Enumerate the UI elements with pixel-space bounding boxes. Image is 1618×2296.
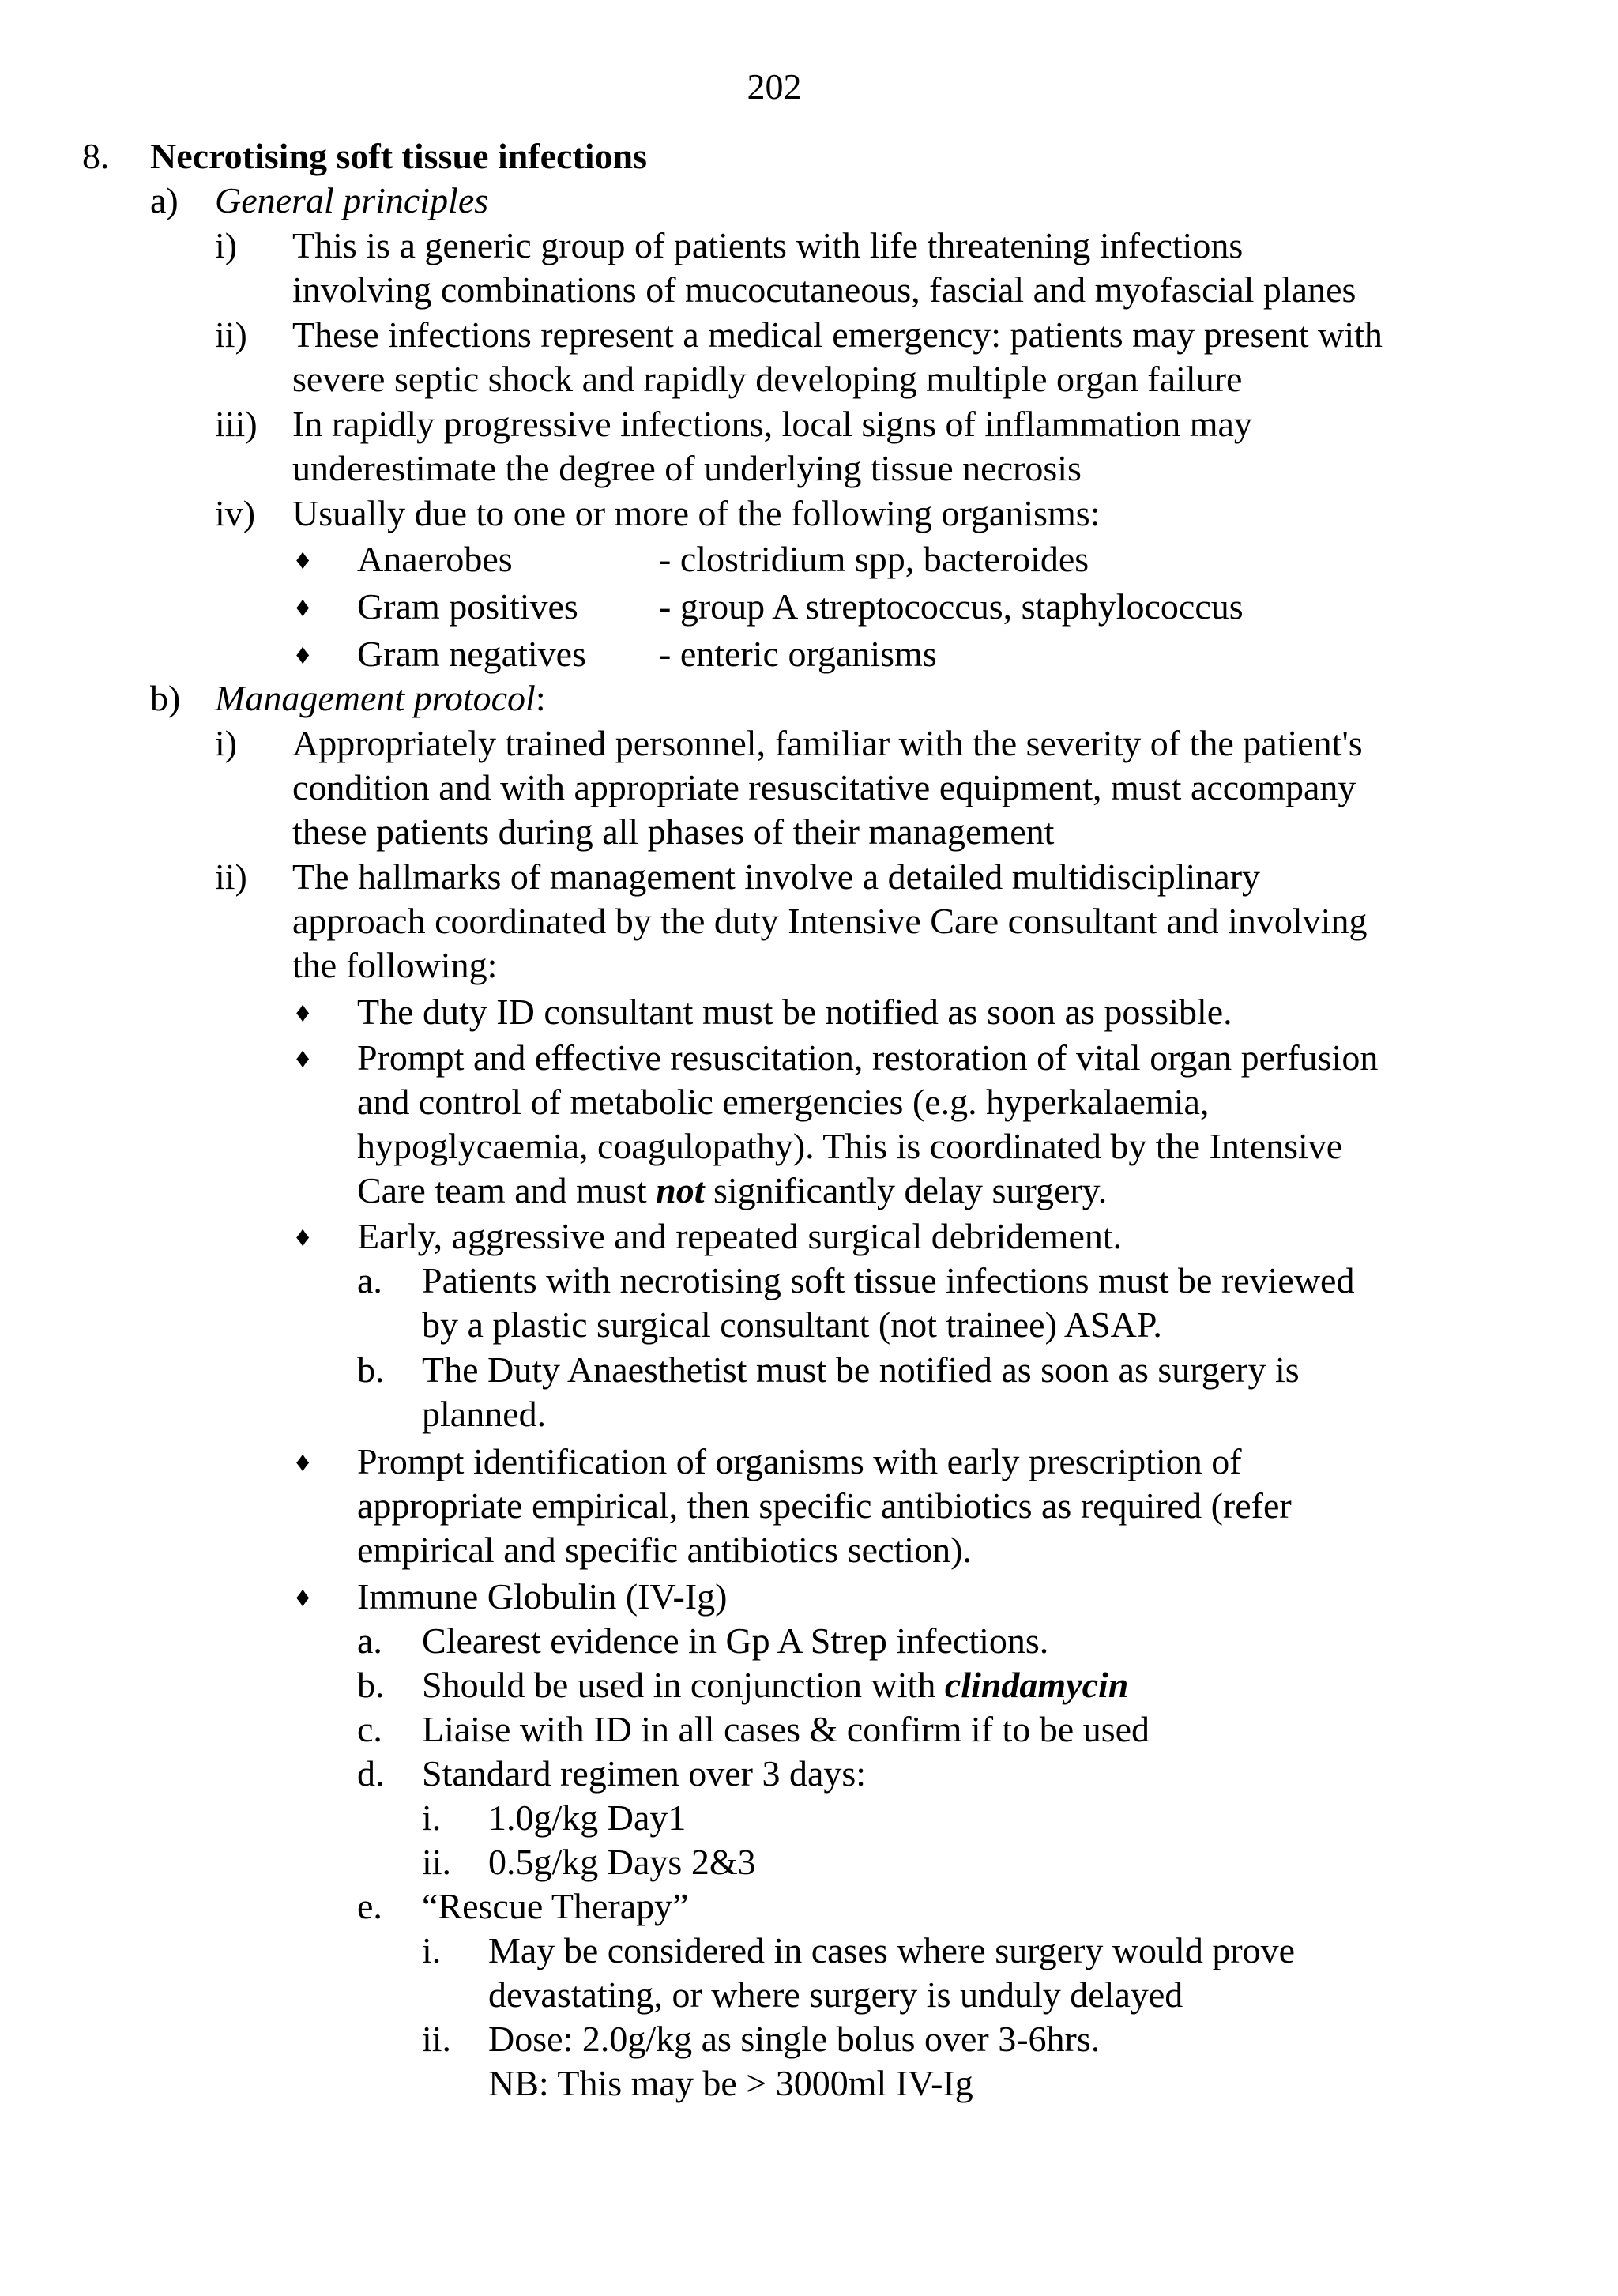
- organism-examples: - enteric organisms: [659, 634, 937, 674]
- sub-item-marker: d.: [357, 1753, 385, 1794]
- subsection-a-marker: a): [150, 180, 179, 220]
- roman-item-text: devastating, or where surgery is unduly delayed: [488, 1974, 1183, 2015]
- item-text-line: the following:: [292, 945, 498, 985]
- sub-item-marker: c.: [357, 1709, 382, 1749]
- roman-marker: ii.: [422, 1842, 452, 1882]
- bullet-text-line: The duty ID consultant must be notified as soon as possible.: [357, 992, 1232, 1032]
- roman-marker: i.: [422, 1797, 442, 1838]
- bullet-text-line: Prompt identification of organisms with early prescription of: [357, 1441, 1242, 1481]
- item-text-line: condition and with appropriate resuscitative equipment, must accompany: [292, 767, 1356, 807]
- sub-item-text-line: planned.: [422, 1394, 547, 1434]
- sub-item-marker: b.: [357, 1349, 385, 1390]
- sub-item-text-line: [422, 1663, 1128, 1707]
- text-run: Care team and must: [357, 1170, 657, 1210]
- roman-item-text: 0.5g/kg Days 2&3: [488, 1842, 756, 1882]
- roman-item-text: May be considered in cases where surgery would prove: [488, 1930, 1296, 1970]
- sub-item-text-line: “Rescue Therapy”: [422, 1886, 689, 1926]
- emphasis-clindamycin: clindamycin: [944, 1665, 1129, 1705]
- item-text-line: In rapidly progressive infections, local signs of inflammation may: [292, 404, 1252, 444]
- roman-item-text: NB: This may be > 3000ml IV-Ig: [488, 2063, 973, 2103]
- diamond-bullet-icon: ♦: [295, 1581, 310, 1613]
- organism-examples: - group A streptococcus, staphylococcus: [659, 586, 1244, 627]
- item-text-line: Usually due to one or more of the following organisms:: [292, 493, 1101, 533]
- sub-item-marker: a.: [357, 1620, 382, 1661]
- subsection-b-heading-text: Management protocol: [215, 678, 536, 718]
- sub-item-text-line: The Duty Anaesthetist must be notified as soon as surgery is: [422, 1349, 1300, 1390]
- diamond-bullet-icon: ♦: [295, 1042, 310, 1074]
- diamond-bullet-icon: ♦: [295, 544, 310, 575]
- sub-item-text-line: by a plastic surgical consultant (not trainee) ASAP.: [422, 1304, 1162, 1345]
- bullet-text-line: Immune Globulin (IV-Ig): [357, 1576, 728, 1617]
- item-text-line: severe septic shock and rapidly developing multiple organ failure: [292, 359, 1243, 399]
- item-text-line: approach coordinated by the duty Intensive Care consultant and involving: [292, 901, 1368, 941]
- diamond-bullet-icon: ♦: [295, 591, 310, 623]
- item-text-line: These infections represent a medical emergency: patients may present with: [292, 314, 1383, 355]
- roman-marker: i.: [422, 1930, 442, 1970]
- sub-item-marker: a.: [357, 1260, 382, 1300]
- text-run: Should be used in conjunction with: [422, 1665, 945, 1705]
- item-text-line: Appropriately trained personnel, familiar with the severity of the patient's: [292, 723, 1363, 763]
- section-title: Necrotising soft tissue infections: [150, 136, 648, 176]
- bullet-text-line: Prompt and effective resuscitation, restoration of vital organ perfusion: [357, 1037, 1379, 1078]
- diamond-bullet-icon: ♦: [295, 1446, 310, 1477]
- bullet-text-line: appropriate empirical, then specific antibiotics as required (refer: [357, 1485, 1292, 1526]
- item-marker: i): [215, 723, 238, 763]
- item-text-line: involving combinations of mucocutaneous, fascial and myofascial planes: [292, 269, 1356, 310]
- sub-item-marker: b.: [357, 1665, 385, 1705]
- bullet-text-line: and control of metabolic emergencies (e.g. hyperkalaemia,: [357, 1082, 1210, 1122]
- item-text-line: underestimate the degree of underlying tissue necrosis: [292, 448, 1082, 488]
- subsection-a-heading: General principles: [215, 180, 489, 220]
- diamond-bullet-icon: ♦: [295, 1221, 310, 1252]
- organism-group: Gram positives: [357, 586, 578, 627]
- item-text-line: these patients during all phases of their management: [292, 811, 1055, 852]
- sub-item-text-line: Standard regimen over 3 days:: [422, 1753, 867, 1794]
- diamond-bullet-icon: ♦: [295, 638, 310, 670]
- bullet-text-line: [357, 1169, 1107, 1213]
- page-number: 202: [747, 66, 802, 107]
- item-text-line: This is a generic group of patients with life threatening infections: [292, 225, 1244, 265]
- roman-item-text: Dose: 2.0g/kg as single bolus over 3-6hrs.: [488, 2019, 1101, 2059]
- sub-item-text-line: Liaise with ID in all cases & confirm if to be used: [422, 1709, 1150, 1749]
- item-marker: ii): [215, 314, 247, 355]
- item-marker: i): [215, 225, 238, 265]
- item-marker: iv): [215, 493, 256, 533]
- section-number: 8.: [82, 136, 110, 176]
- emphasis-not: not: [656, 1170, 705, 1210]
- diamond-bullet-icon: ♦: [295, 996, 310, 1028]
- organism-group: Gram negatives: [357, 634, 586, 674]
- bullet-text-line: hypoglycaemia, coagulopathy). This is coordinated by the Intensive: [357, 1126, 1343, 1166]
- sub-item-marker: e.: [357, 1886, 382, 1926]
- subsection-b-colon: :: [535, 678, 546, 718]
- subsection-b-heading: [215, 676, 546, 721]
- item-marker: iii): [215, 404, 258, 444]
- sub-item-text-line: Clearest evidence in Gp A Strep infections.: [422, 1620, 1049, 1661]
- organism-examples: - clostridium spp, bacteroides: [659, 539, 1089, 579]
- item-marker: ii): [215, 856, 247, 897]
- sub-item-text-line: Patients with necrotising soft tissue infections must be reviewed: [422, 1260, 1355, 1300]
- bullet-text-line: empirical and specific antibiotics section).: [357, 1530, 972, 1570]
- bullet-text-line: Early, aggressive and repeated surgical debridement.: [357, 1216, 1123, 1256]
- subsection-b-marker: b): [150, 678, 181, 718]
- organism-group: Anaerobes: [357, 539, 513, 579]
- text-run: significantly delay surgery.: [704, 1170, 1108, 1210]
- roman-item-text: 1.0g/kg Day1: [488, 1797, 687, 1838]
- item-text-line: The hallmarks of management involve a detailed multidisciplinary: [292, 856, 1261, 897]
- roman-marker: ii.: [422, 2019, 452, 2059]
